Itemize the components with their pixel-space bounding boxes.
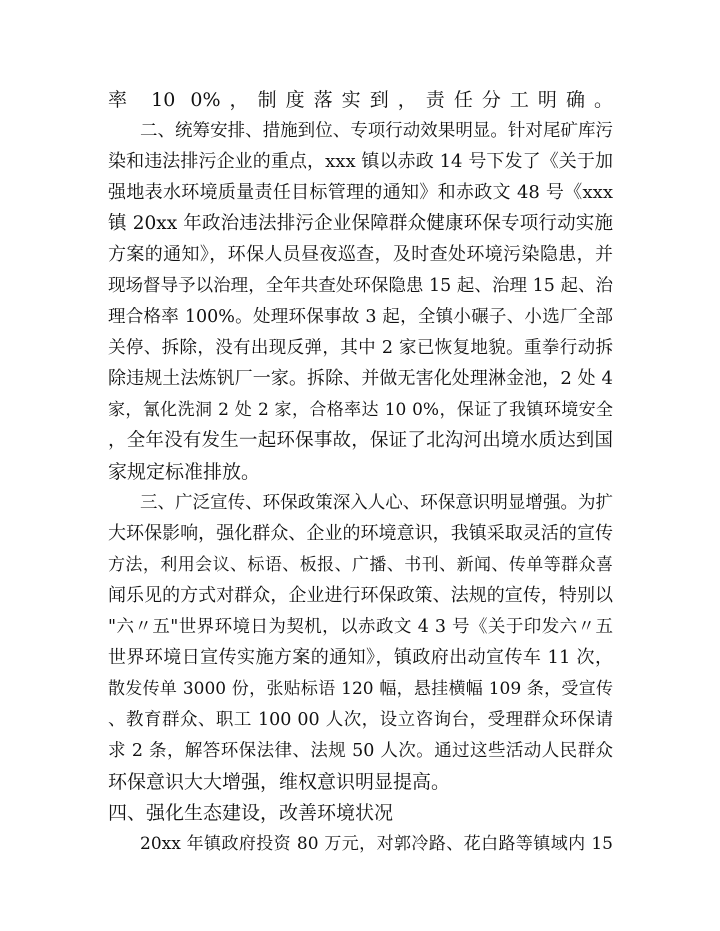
text-line: 强地表水环境质量责任目标管理的通知》和赤政文 48 号《xxx [108, 182, 613, 203]
text-line: 闻乐见的方式对群众，企业进行环保政策、法规的宣传，特别以 [108, 585, 613, 606]
text-line: "六〃五"世界环境日为契机，以赤政文 4 3 号《关于印发六〃五 [108, 617, 613, 637]
text-line: 20xx 年镇政府投资 80 万元，对郭冷路、花白路等镇域内 15 [140, 834, 613, 854]
text-line: 理合格率 100%。处理环保事故 3 起，全镇小碾子、小选厂全部 [108, 307, 613, 327]
text-line: 率 10 0%，制度落实到，责任分工明确。 [108, 89, 613, 111]
text-line: 除违规土法炼钒厂一家。拆除、并做无害化处理淋金池，2 处 4 [108, 368, 613, 389]
text-line: 染和违法排污企业的重点，xxx 镇以赤政 14 号下发了《关于加 [108, 151, 613, 172]
text-line: 世界环境日宣传实施方案的通知》，镇政府出动宣传车 11 次， [108, 647, 613, 668]
text-line: 、教育群众、职工 100 00 人次，设立咨询台，受理群众环保请 [108, 710, 613, 730]
text-line: 镇 20xx 年政治违法排污企业保障群众健康环保专项行动实施 [108, 213, 613, 234]
text-line: 现场督导予以治理，全年共查处环保隐患 15 起、治理 15 起、治 [108, 276, 613, 296]
section-heading: 四、强化生态建设，改善环境状况 [108, 802, 394, 824]
text-line: 方案的通知》，环保人员昼夜巡查，及时查处环境污染隐患，并 [108, 244, 613, 265]
text-line: 散发传单 3000 份，张贴标语 120 幅，悬挂横幅 109 条，受宣传 [108, 679, 613, 699]
text-line: 家，氰化洗洞 2 处 2 家，合格率达 10 0%，保证了我镇环境安全 [108, 400, 613, 420]
text-line: 家规定标准排放。 [108, 461, 261, 483]
text-line: 求 2 条，解答环保法律、法规 50 人次。通过这些活动人民群众 [108, 741, 613, 761]
text-line: 关停、拆除，没有出现反弹，其中 2 家已恢复地貌。重拳行动拆 [108, 338, 613, 358]
text-line: 三、广泛宣传、环保政策深入人心、环保意识明显增强。为扩 [140, 493, 613, 513]
text-line: ，全年没有发生一起环保事故，保证了北沟河出境水质达到国 [108, 430, 613, 451]
text-line: 方法，利用会议、标语、板报、广播、书刊、新闻、传单等群众喜 [108, 555, 613, 575]
text-line: 环保意识大大增强，维权意识明显提高。 [108, 771, 451, 793]
text-line: 二、统筹安排、措施到位、专项行动效果明显。针对尾矿库污 [140, 121, 613, 141]
text-line: 大环保影响，强化群众、企业的环境意识，我镇采取灵活的宣传 [108, 523, 613, 544]
